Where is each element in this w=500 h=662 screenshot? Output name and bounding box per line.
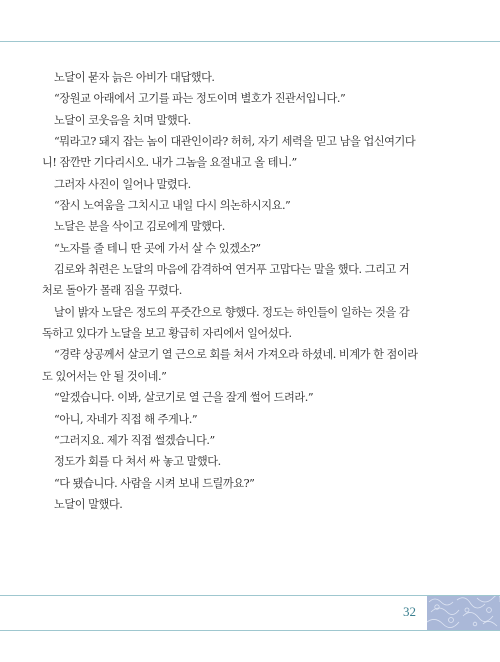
floral-pattern-icon (427, 596, 500, 630)
paragraph: 노달이 말했다. (54, 497, 123, 511)
paragraph: “알겠습니다. 이봐, 살코기로 열 근을 잘게 썰어 드려라.” (54, 391, 314, 405)
paragraph-continuation: 처로 돌아가 몰래 짐을 꾸렸다. (42, 284, 182, 298)
paragraph: “잠시 노여움을 그치시고 내일 다시 의논하시지요.” (54, 199, 291, 213)
paragraph-continuation: 니! 잠깐만 기다리시오. 내가 그놈을 요절내고 올 테니.” (42, 156, 297, 170)
paragraph-continuation: 도 있어서는 안 될 것이네.” (42, 369, 167, 383)
paragraph: 그러자 사진이 일어나 말렸다. (54, 177, 191, 191)
footer-rule-bottom (0, 630, 500, 631)
paragraph-continuation: 독하고 있다가 노달을 보고 황급히 자리에서 일어섰다. (42, 327, 292, 341)
paragraph: “노자를 줄 테니 딴 곳에 가서 살 수 있겠소?” (54, 241, 261, 255)
paragraph: “장원교 아래에서 고기를 파는 정도이며 별호가 진관서입니다.” (54, 92, 346, 106)
paragraph: 정도가 회를 다 쳐서 싸 놓고 말했다. (54, 455, 221, 469)
body-text (42, 67, 462, 515)
paragraph: “뭐라고? 돼지 잡는 놈이 대관인이라? 허허, 자기 세력을 믿고 남을 업신여기다 (54, 135, 416, 149)
page-number: 32 (403, 604, 416, 619)
paragraph: 날이 밝자 노달은 정도의 푸줏간으로 향했다. 정도는 하인들이 일하는 것을 감 (54, 305, 410, 319)
paragraph: “아니, 자네가 직접 해 주게나.” (54, 412, 198, 426)
paragraph: “그러지요. 제가 직접 썰겠습니다.” (54, 433, 215, 447)
paragraph: 노달이 묻자 늙은 아비가 대답했다. (54, 71, 215, 84)
decorative-pattern (427, 596, 500, 630)
paragraph: “경략 상공께서 살코기 열 근으로 회를 쳐서 가져오라 하셨네. 비계가 한 점이라 (54, 348, 418, 362)
paragraph: “다 됐습니다. 사람을 시켜 보내 드릴까요?” (54, 476, 255, 490)
paragraph: 노달이 코웃음을 치며 말했다. (54, 113, 191, 127)
paragraph: 김로와 취련은 노달의 마음에 감격하여 연거푸 고맙다는 말을 했다. 그리고 거 (54, 263, 410, 277)
paragraph: 노달은 분을 삭이고 김로에게 말했다. (54, 220, 225, 234)
header-rule (0, 41, 500, 42)
page-footer (0, 595, 500, 631)
footer-rule-top (0, 595, 500, 596)
